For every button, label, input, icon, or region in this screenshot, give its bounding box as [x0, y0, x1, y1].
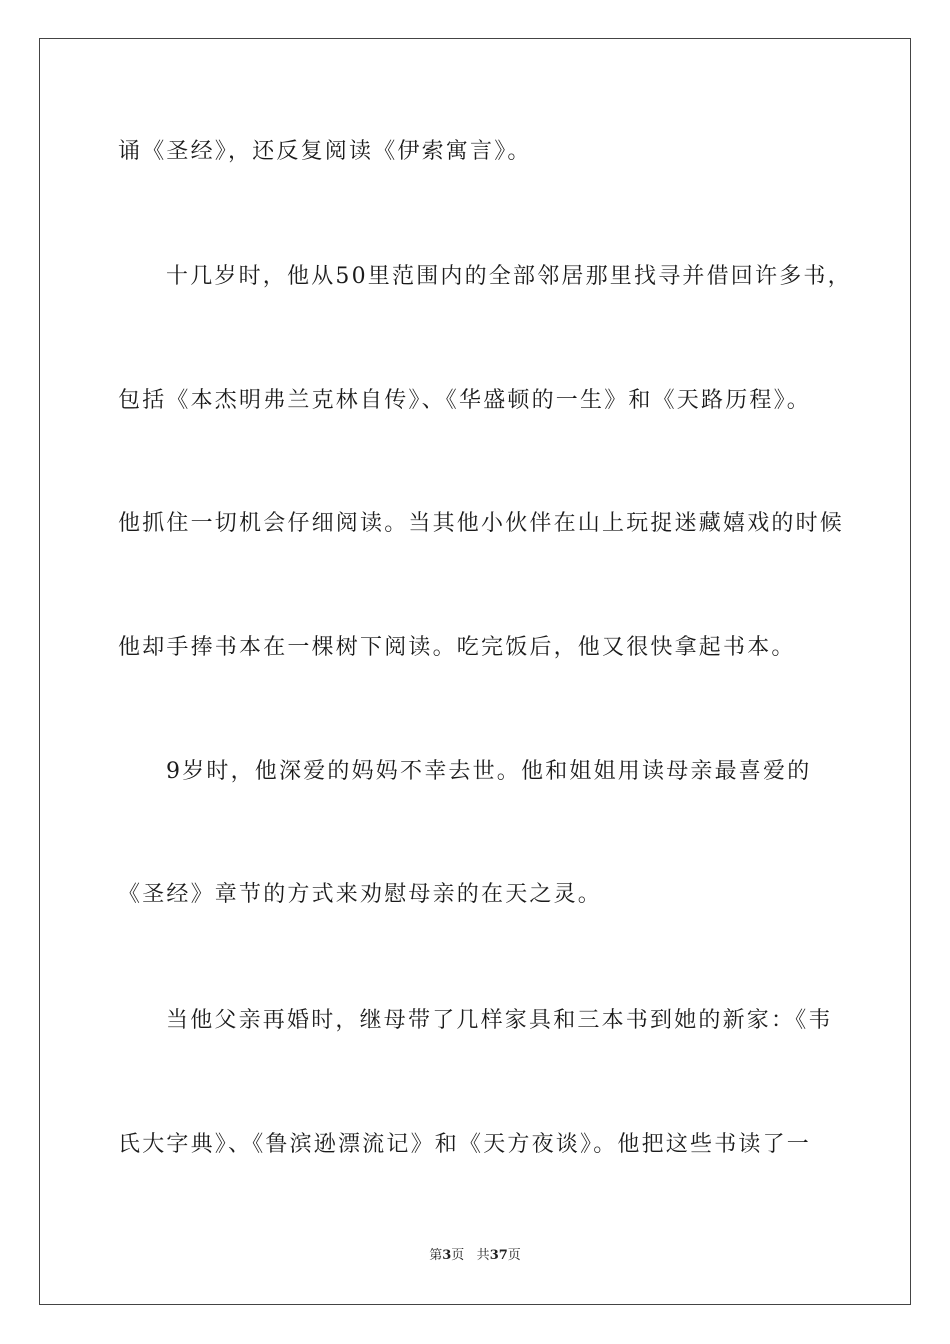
page-footer	[0, 1247, 950, 1265]
footer-total-prefix: 共	[476, 1248, 490, 1263]
body-text-line: 《圣经》章节的方式来劝慰母亲的在天之灵。	[118, 882, 603, 907]
footer-page-suffix: 页	[451, 1248, 465, 1263]
body-text-line: 包括《本杰明弗兰克林自传》、《华盛顿的一生》和《天路历程》。	[118, 388, 812, 413]
body-text-line: 他抓住一切机会仔细阅读。当其他小伙伴在山上玩捉迷藏嬉戏的时候	[118, 511, 845, 536]
body-text-line: 他却手捧书本在一棵树下阅读。吃完饭后，他又很快拿起书本。	[118, 635, 796, 660]
footer-page-number: 3	[442, 1248, 452, 1263]
page-border	[39, 38, 911, 1305]
body-text-line: 9岁时，他深爱的妈妈不幸去世。他和姐姐用读母亲最喜爱的	[166, 759, 812, 784]
body-text-line: 十几岁时，他从50里范围内的全部邻居那里找寻并借回许多书，	[166, 264, 852, 289]
footer-page-prefix: 第	[429, 1248, 443, 1263]
body-text-line: 氏大字典》、《鲁滨逊漂流记》和《天方夜谈》。他把这些书读了一	[118, 1132, 812, 1157]
body-text-line: 诵《圣经》，还反复阅读《伊索寓言》。	[118, 139, 532, 164]
footer-total-pages: 37	[489, 1248, 508, 1263]
footer-total-suffix: 页	[507, 1248, 521, 1263]
body-text-line: 当他父亲再婚时，继母带了几样家具和三本书到她的新家：《韦	[166, 1008, 833, 1033]
